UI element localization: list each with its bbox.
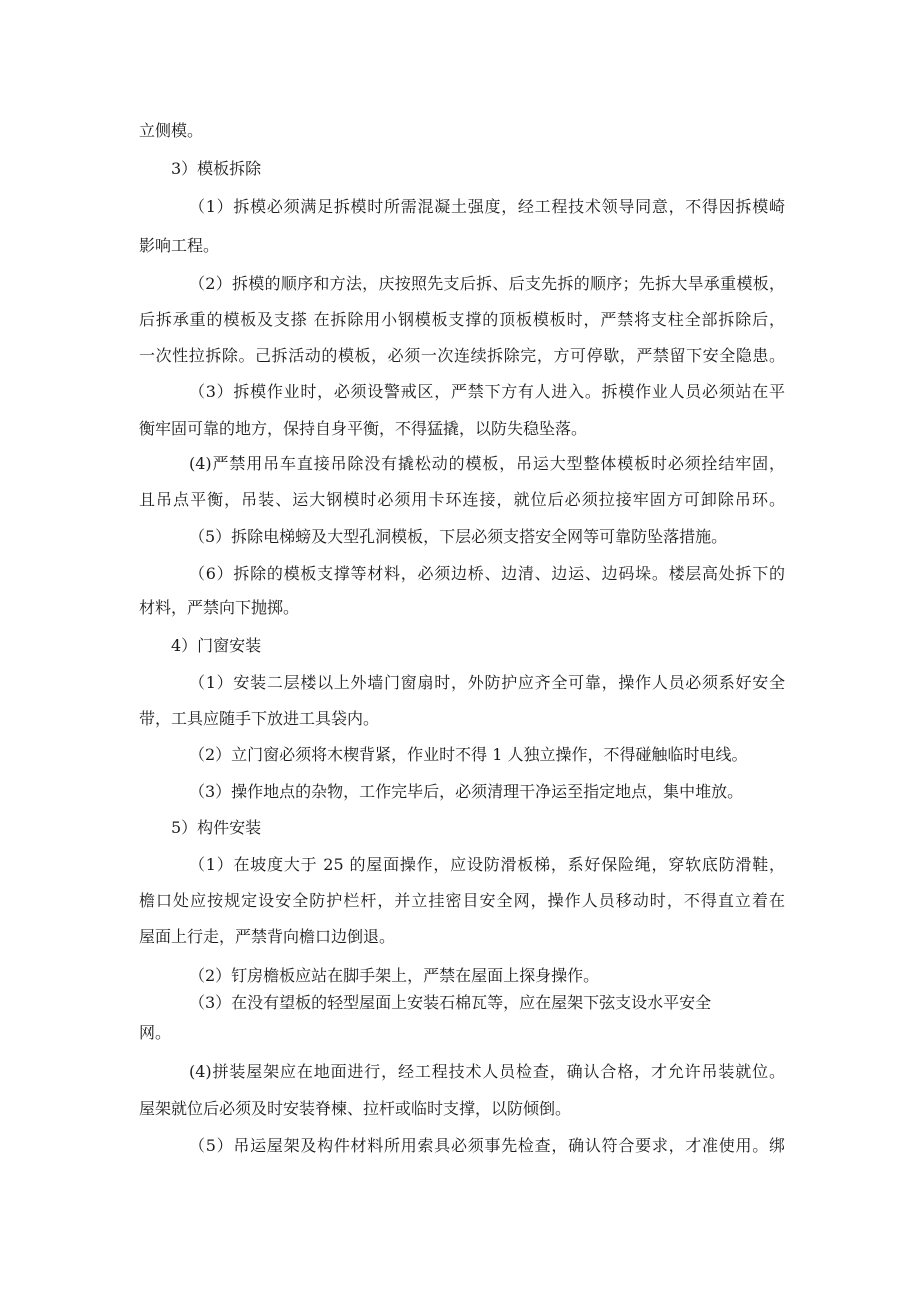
text-line: 屋面上行走，严禁背向檐口边倒退。 [139,927,396,946]
text-line: （3）在没有望板的轻型屋面上安装石棉瓦等，应在屋架下弦支设水平安全 [189,993,712,1012]
text-line: （1）安装二层楼以上外墙门窗扇时，外防护应齐全可靠，操作人员必须系好安全 [189,673,785,692]
text-line: （1）在坡度大于 25 的屋面操作，应设防滑板梯，系好保险绳，穿软底防滑鞋， [189,855,785,874]
text-line: (4)拼装屋架应在地面进行，经工程技术人员检查，确认合格，才允许吊装就位。 [189,1062,785,1081]
section-heading: 4）门窗安装 [171,636,262,655]
text-line: 带，工具应随手下放进工具袋内。 [139,709,380,728]
text-line: 檐口处应按规定设安全防护栏杆，并立挂密目安全网，操作人员移动时，不得直立着在 [139,891,785,910]
section-heading: 3）模板拆除 [171,159,262,178]
text-line: （2）立门窗必须将木楔背紧，作业时不得 1 人独立操作，不得碰触临时电线。 [189,745,748,764]
text-line: (4)严禁用吊车直接吊除没有撬松动的模板，吊运大型整体模板时必须拴结牢固， [189,454,785,473]
text-line: （5）拆除电梯螃及大型孔洞模板，下层必须支搭安全网等可靠防坠落措施。 [189,527,728,546]
text-line: 立侧模。 [139,121,204,140]
text-line: 衡牢固可靠的地方，保持自身平衡，不得猛撬，以防失稳坠落。 [139,419,588,438]
text-line: （6）拆除的模板支撑等材料，必须边桥、边清、边运、边码垛。楼层高处拆下的 [189,564,785,583]
text-line: 且吊点平衡，吊装、运大钢模时必须用卡环连接，就位后必须拉接牢固方可卸除吊环。 [139,490,785,509]
text-line: 后拆承重的模板及支搽 在拆除用小钢模板支撑的顶板模板时，严禁将支柱全部拆除后， [139,310,785,329]
text-line: （1）拆模必须满足拆模时所需混凝土强度，经工程技术领导同意，不得因拆模崎 [189,197,785,216]
text-line: （3）操作地点的杂物，工作完毕后，必须清理干净运至指定地点，集中堆放。 [189,782,744,801]
text-line: （2）拆模的顺序和方法，庆按照先支后拆、后支先拆的顺序；先拆大旱承重模板， [189,274,785,293]
text-line: （5）吊运屋架及构件材料所用索具必须事先检查，确认符合要求，才准使用。绑 [189,1136,785,1155]
text-line: 影响工程。 [139,236,220,255]
text-line: 屋架就位后必须及时安装脊楝、拉杆或临时支撑，以防倾倒。 [139,1099,572,1118]
text-line: （2）钉房檐板应站在脚手架上，严禁在屋面上探身操作。 [189,966,600,985]
text-line: 网。 [139,1023,172,1042]
text-line: 一次性拉拆除。己拆活动的模板，必须一次连续拆除完，方可停歇，严禁留下安全隐患。 [139,346,785,365]
text-line: （3）拆模作业时，必须设警戒区，严禁下方有人进入。拆模作业人员必须站在平 [189,382,785,401]
text-line: 材料，严禁向下抛掷。 [139,598,300,617]
section-heading: 5）构件安装 [171,818,262,837]
